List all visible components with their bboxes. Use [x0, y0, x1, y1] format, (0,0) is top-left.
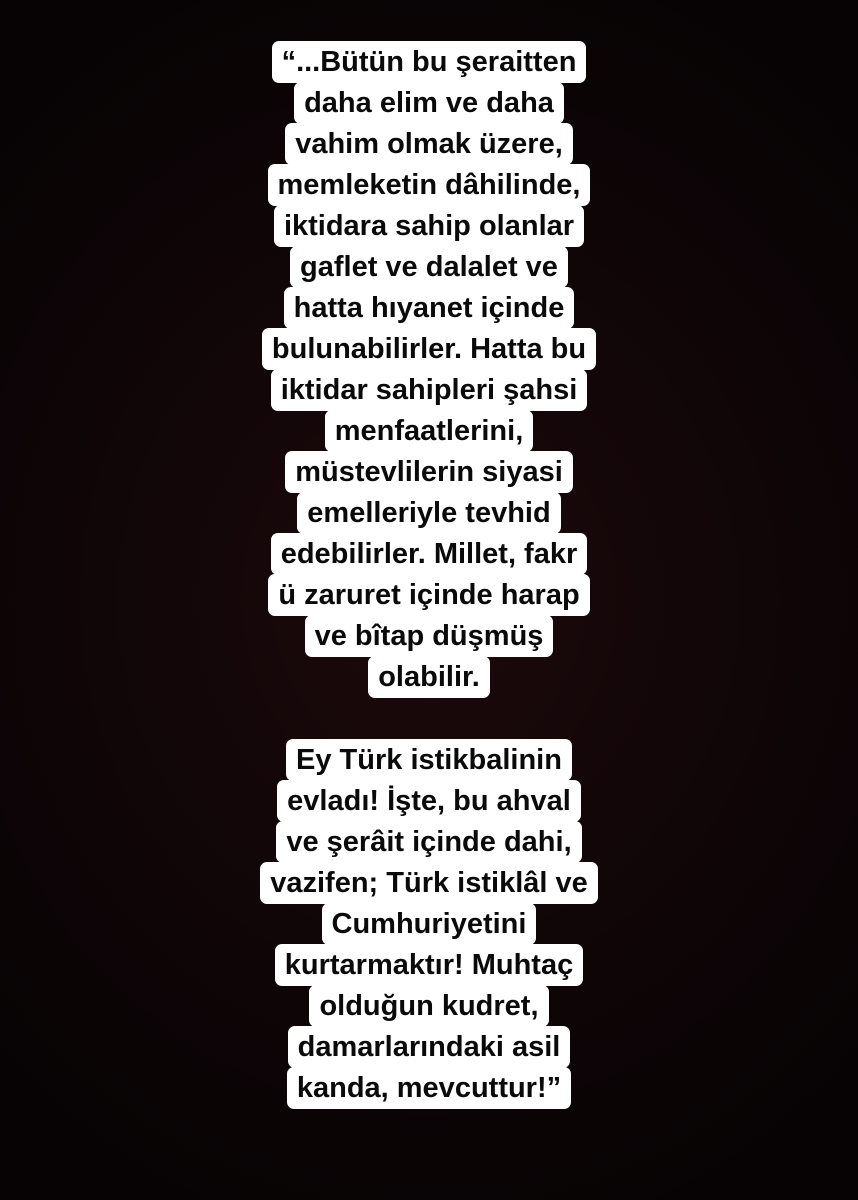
quote-line: Cumhuriyetini: [322, 903, 537, 945]
quote-line: Ey Türk istikbalinin: [286, 739, 572, 781]
quote-line: emelleriyle tevhid: [297, 492, 560, 534]
quote-line: “...Bütün bu şeraitten: [272, 41, 587, 83]
quote-line: menfaatlerini,: [325, 410, 534, 452]
quote-line: ve bîtap düşmüş: [305, 615, 554, 657]
quote-line: olduğun kudret,: [309, 985, 548, 1027]
quote-line: ve şerâit içinde dahi,: [276, 821, 581, 863]
story-text-overlay: [0, 42, 858, 1109]
quote-line: damarlarındaki asil: [288, 1026, 571, 1068]
quote-line: iktidara sahip olanlar: [274, 205, 584, 247]
quote-line: iktidar sahipleri şahsi: [271, 369, 588, 411]
quote-line: daha elim ve daha: [294, 82, 564, 124]
quote-line: müstevlilerin siyasi: [285, 451, 573, 493]
quote-line: kanda, mevcuttur!”: [287, 1067, 571, 1109]
quote-line: hatta hıyanet içinde: [284, 287, 575, 329]
quote-line: olabilir.: [368, 656, 490, 698]
quote-line: vahim olmak üzere,: [285, 123, 573, 165]
quote-paragraph-2: [260, 740, 598, 1109]
quote-paragraph-1: [262, 42, 596, 698]
quote-line: memleketin dâhilinde,: [268, 164, 591, 206]
quote-line: vazifen; Türk istiklâl ve: [260, 862, 598, 904]
quote-line: evladı! İşte, bu ahval: [277, 780, 581, 822]
quote-line: gaflet ve dalalet ve: [290, 246, 568, 288]
quote-line: bulunabilirler. Hatta bu: [262, 328, 596, 370]
quote-line: ü zaruret içinde harap: [268, 574, 589, 616]
quote-line: edebilirler. Millet, fakr: [271, 533, 588, 575]
quote-line: kurtarmaktır! Muhtaç: [275, 944, 583, 986]
